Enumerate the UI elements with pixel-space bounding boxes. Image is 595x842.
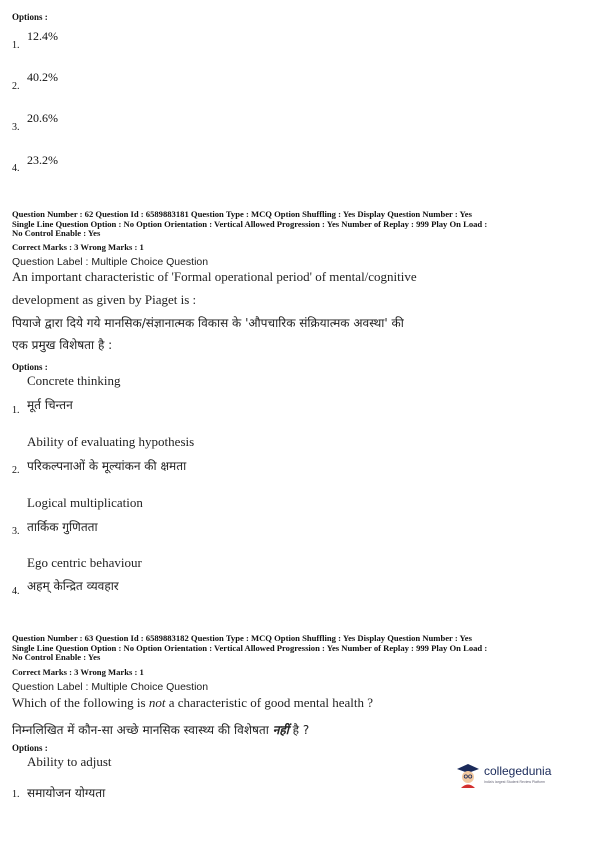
options-header: Options :: [12, 362, 48, 372]
option-number: 3.: [12, 526, 20, 537]
question-meta-line: Question Number : 62 Question Id : 6589883181 Question Type : MCQ Option Shuffling : Yes Display Question Number : Yes: [12, 209, 472, 219]
option-number: 1.: [12, 40, 20, 51]
question-text-hi: [12, 721, 309, 738]
option-text[interactable]: 23.2%: [27, 153, 58, 167]
logo-tagline: India's largest Student Review Platform: [484, 780, 545, 784]
question-label: Question Label : Multiple Choice Question: [12, 256, 209, 268]
options-header: Options :: [12, 12, 48, 22]
question-meta: [12, 634, 584, 663]
option-text-en[interactable]: Ability of evaluating hypothesis: [27, 434, 195, 449]
option-text-hi[interactable]: परिकल्पनाओं के मूल्यांकन की क्षमता: [27, 459, 187, 473]
marks-info: Correct Marks : 3 Wrong Marks : 1: [12, 667, 144, 677]
question-meta-line: No Control Enable : Yes: [12, 652, 101, 662]
option-number: 4.: [12, 586, 20, 597]
graduate-icon: [456, 762, 480, 788]
option-text-en[interactable]: Logical multiplication: [27, 495, 143, 510]
option-text-hi[interactable]: तार्किक गुणितता: [27, 520, 98, 534]
option-number: 2.: [12, 81, 20, 92]
option-text-en[interactable]: Ego centric behaviour: [27, 555, 142, 570]
option-number: 1.: [12, 405, 20, 416]
option-text-hi[interactable]: समायोजन योग्यता: [27, 786, 106, 800]
question-text-en: An important characteristic of 'Formal operational period' of mental/cognitive: [12, 269, 417, 284]
option-text-en[interactable]: Ability to adjust: [27, 754, 112, 769]
marks-info: Correct Marks : 3 Wrong Marks : 1: [12, 242, 144, 252]
option-number: 1.: [12, 789, 20, 800]
option-text-en[interactable]: Concrete thinking: [27, 373, 121, 388]
option-text-hi[interactable]: अहम् केन्द्रित व्यवहार: [27, 579, 119, 593]
question-meta-line: No Control Enable : Yes: [12, 228, 101, 238]
option-text[interactable]: 20.6%: [27, 111, 58, 125]
collegedunia-logo: [452, 760, 577, 792]
question-meta: [12, 210, 584, 239]
question-text-part: निम्नलिखित में कौन-सा अच्छे मानसिक स्वास्थ्य की विशेषता: [12, 723, 273, 737]
question-text-hi: एक प्रमुख विशेषता है :: [12, 338, 113, 352]
option-text[interactable]: 40.2%: [27, 70, 58, 84]
question-text-part: a characteristic of good mental health ?: [165, 695, 374, 710]
question-label: Question Label : Multiple Choice Question: [12, 681, 209, 693]
question-text-en: development as given by Piaget is :: [12, 292, 197, 307]
option-number: 2.: [12, 465, 20, 476]
question-text-emphasis: not: [148, 695, 166, 710]
option-text[interactable]: 12.4%: [27, 29, 58, 43]
question-meta-line: Question Number : 63 Question Id : 6589883182 Question Type : MCQ Option Shuffling : Yes Display Question Number : Yes: [12, 633, 472, 643]
logo-name: collegedunia: [484, 764, 552, 778]
question-text-hi: पियाजे द्वारा दिये गये मानसिक/संज्ञानात्मक विकास के 'औपचारिक संक्रियात्मक अवस्था' की: [12, 316, 404, 330]
question-text-part: Which of the following is: [12, 695, 149, 710]
question-text-en: [12, 695, 373, 711]
question-text-part: है ?: [288, 723, 310, 737]
question-meta-line: Single Line Question Option : No Option Orientation : Vertical Allowed Progression : Yes Number of Replay : 999 Play On Load :: [12, 218, 488, 229]
option-number: 4.: [12, 163, 20, 174]
question-meta-line: Single Line Question Option : No Option Orientation : Vertical Allowed Progression : Yes Number of Replay : 999 Play On Load :: [12, 642, 488, 653]
option-text-hi[interactable]: मूर्त चिन्तन: [27, 398, 73, 412]
question-text-emphasis: नहीं: [272, 723, 289, 737]
option-number: 3.: [12, 122, 20, 133]
options-header: Options :: [12, 743, 48, 753]
